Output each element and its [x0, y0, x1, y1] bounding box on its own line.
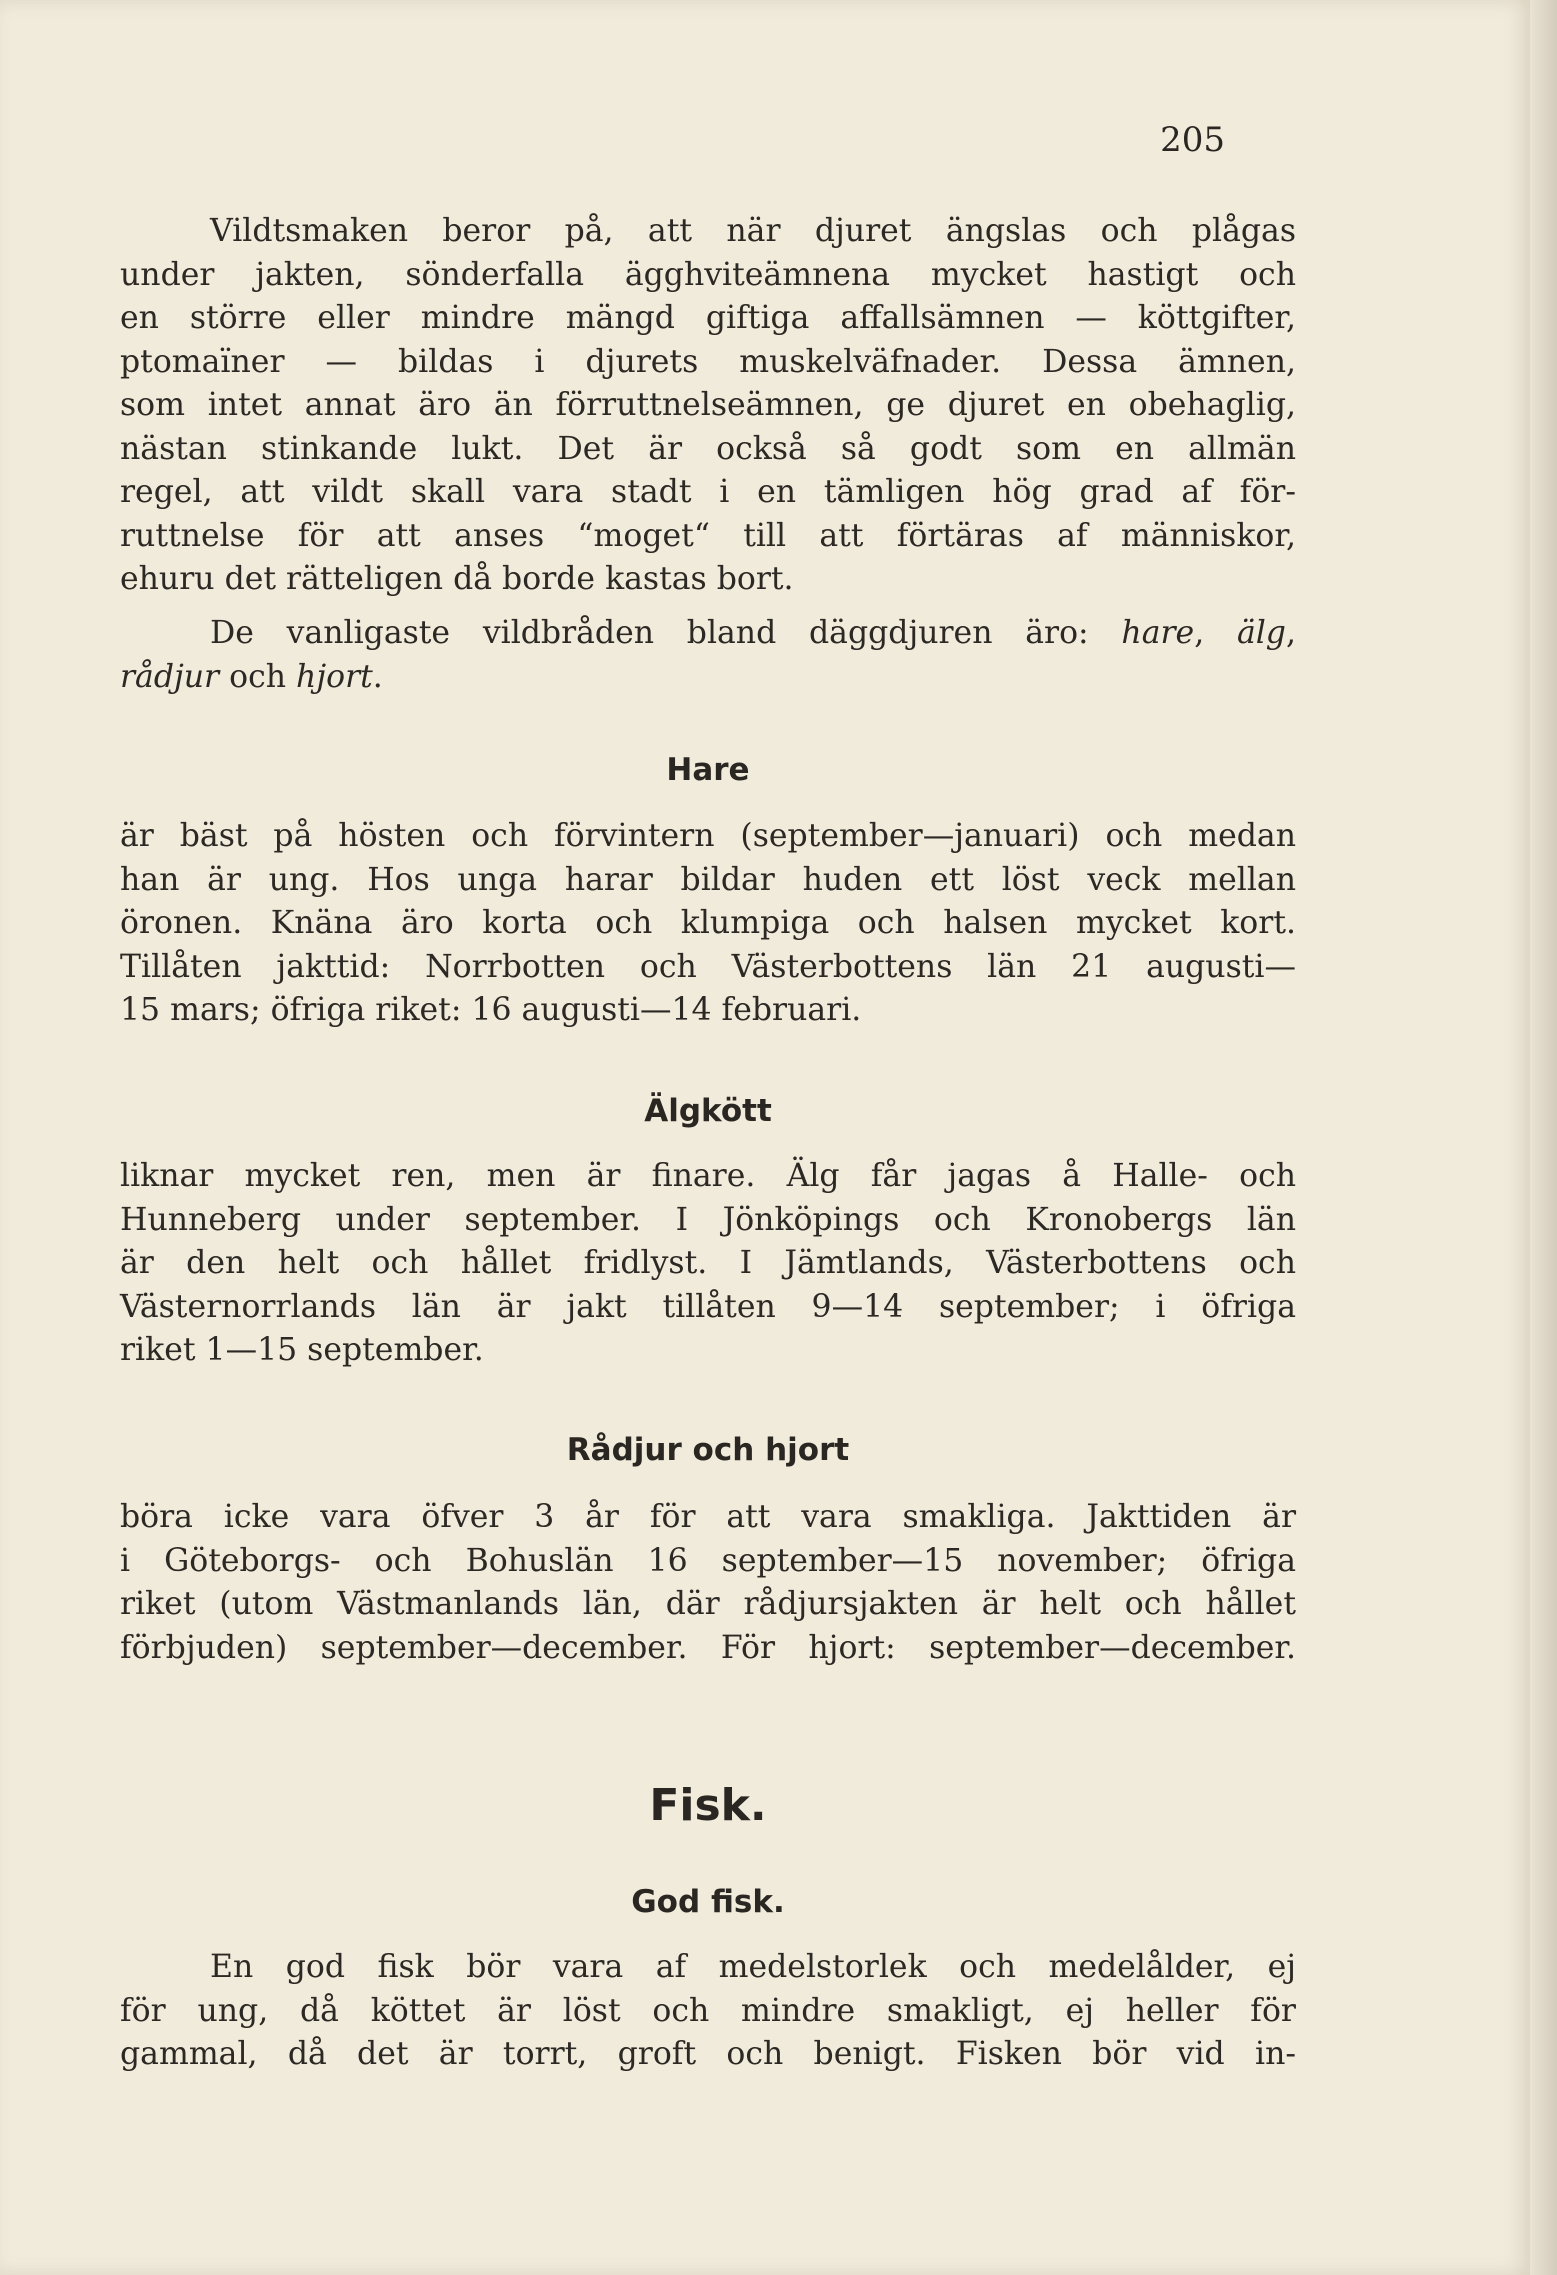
text-line: som intet annat äro än förruttnelseämnen, ge djuret en obehaglig,	[120, 387, 1296, 423]
section-heading-hare: Hare	[666, 752, 750, 788]
text-line: riket 1—15 september.	[120, 1332, 484, 1368]
text-run: De vanligaste vildbråden bland däggdjuren äro:	[210, 615, 1122, 651]
text-line: en större eller mindre mängd giftiga affallsämnen — köttgifter,	[120, 300, 1296, 336]
italic-term-alg: älg	[1236, 615, 1286, 651]
text-line: Tillåten jakttid: Norrbotten och Västerbottens län 21 augusti—	[120, 948, 1296, 985]
paragraph-algkott	[120, 1155, 1296, 1373]
paragraph-god-fisk	[120, 1946, 1296, 2077]
section-heading-radjur: Rådjur och hjort	[566, 1432, 850, 1468]
text-line: gammal, då det är torrt, groft och benigt. Fisken bör vid in-	[120, 2036, 1296, 2072]
page-number: 205	[1160, 120, 1225, 160]
text-line: han är ung. Hos unga harar bildar huden ett löst veck mellan	[120, 861, 1296, 898]
text-line: böra icke vara öfver 3 år för att vara smakliga. Jakttiden är	[120, 1499, 1296, 1535]
text-line: regel, att vildt skall vara stadt i en tämligen hög grad af för-	[120, 474, 1296, 510]
text-line: ehuru det rätteligen då borde kastas bort.	[120, 561, 794, 597]
page-edge	[1530, 0, 1557, 2275]
text-line: under jakten, sönderfalla ägghviteämnena mycket hastigt och	[120, 256, 1296, 293]
text-line: En god fisk bör vara af medelstorlek och medelålder, ej	[210, 1949, 1296, 1985]
paragraph-common-game	[120, 612, 1296, 699]
text-run: och	[219, 658, 297, 695]
text-line: Hunneberg under september. I Jönköpings och Kronobergs län	[120, 1201, 1296, 1238]
text-line: liknar mycket ren, men är finare. Älg får jagas å Halle- och	[120, 1158, 1296, 1194]
text-run: ,	[1194, 615, 1237, 651]
text-line	[120, 612, 1296, 656]
paragraph-intro	[120, 210, 1296, 602]
text-line: nästan stinkande lukt. Det är också så godt som en allmän	[120, 430, 1296, 467]
text-run: .	[372, 658, 383, 695]
text-line: ruttnelse för att anses “moget“ till att förtäras af människor,	[120, 517, 1296, 554]
text-line: riket (utom Västmanlands län, där rådjursjakten är helt och hållet	[120, 1586, 1296, 1622]
text-line: är bäst på hösten och förvintern (september—januari) och medan	[120, 818, 1296, 854]
text-line: i Göteborgs- och Bohuslän 16 september—15 november; öfriga	[120, 1542, 1296, 1579]
text-line: för ung, då köttet är löst och mindre smakligt, ej heller för	[120, 1992, 1296, 2029]
section-heading-algkott: Älgkött	[644, 1093, 772, 1129]
text-line: Västernorrlands län är jakt tillåten 9—14 september; i öfriga	[120, 1288, 1296, 1325]
text-line: förbjuden) september—december. För hjort: september—december.	[120, 1629, 1296, 1666]
chapter-heading-fisk: Fisk.	[649, 1780, 767, 1831]
text-line: Vildtsmaken beror på, att när djuret ängslas och plågas	[210, 213, 1296, 249]
paragraph-radjur	[120, 1496, 1296, 1670]
text-line: är den helt och hållet fridlyst. I Jämtlands, Västerbottens och	[120, 1245, 1296, 1281]
text-line: 15 mars; öfriga riket: 16 augusti—14 februari.	[120, 992, 862, 1028]
paragraph-hare	[120, 815, 1296, 1033]
text-line: öronen. Knäna äro korta och klumpiga och halsen mycket kort.	[120, 905, 1296, 941]
text-line: ptomaïner — bildas i djurets muskelväfnader. Dessa ämnen,	[120, 343, 1296, 380]
text-run: ,	[1285, 615, 1296, 651]
italic-term-hare: hare	[1121, 615, 1195, 651]
italic-term-radjur: rådjur	[120, 658, 220, 695]
text-line	[120, 656, 1296, 700]
section-heading-god-fisk: God fisk.	[631, 1884, 785, 1920]
italic-term-hjort: hjort	[296, 658, 373, 695]
